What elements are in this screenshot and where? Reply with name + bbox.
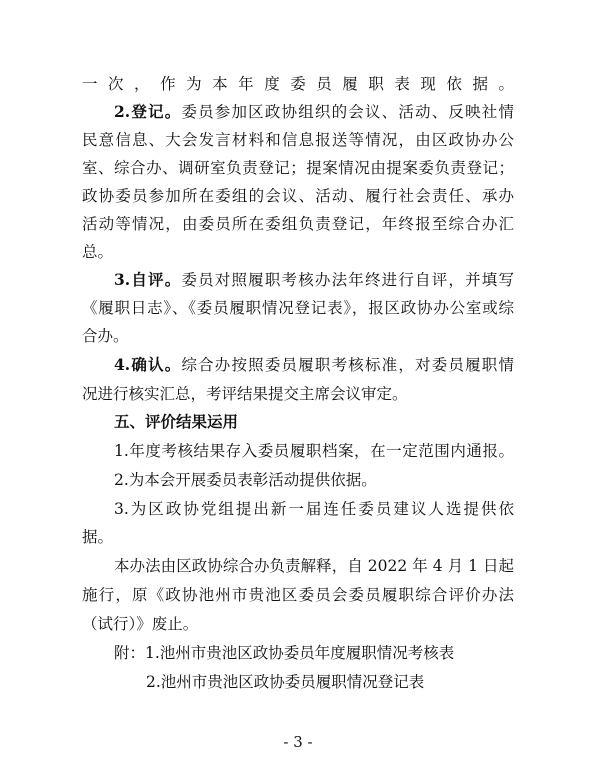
item-2-line-1	[114, 98, 514, 126]
item-4-line-2: 况进行核实汇总，考评结果提交主席会议审定。	[82, 385, 408, 403]
page-number: - 3 -	[283, 733, 313, 751]
attachment-item-2: 2.池州市贵池区政协委员履职情况登记表	[146, 673, 425, 691]
section-5-item-1: 1.年度考核结果存入委员履职档案，在一定范围内通报。	[114, 442, 514, 460]
item-2-line-5: 活动等情况，由委员所在委组负责登记，年终报至综合办汇	[82, 215, 514, 233]
item-2-text-1: 委员参加区政协组织的会议、活动、反映社情	[181, 103, 514, 121]
item-2-line-6: 总。	[82, 243, 114, 261]
item-3-line-3: 合办。	[82, 327, 129, 345]
attachment-item-1: 1.池州市贵池区政协委员年度履职情况考核表	[145, 644, 455, 662]
item-3-text-1: 委员对照履职考核办法年终进行自评，并填写	[181, 271, 514, 289]
item-2-line-2: 民意信息、大会发言材料和信息报送等情况，由区政协办公	[82, 131, 514, 149]
closing-line-2: 施行，原《政协池州市贵池区委员会委员履职综合评价办法	[82, 586, 514, 604]
attachments-label: 附：	[114, 644, 146, 662]
section-5-item-3-line-1: 3.为区政协党组提出新一届连任委员建议人选提供依	[114, 500, 514, 518]
item-3-line-2: 《履职日志》、《委员履职情况登记表》，报区政协办公室或综	[82, 299, 514, 317]
item-4-line-1	[114, 351, 514, 379]
item-3-line-1	[114, 266, 514, 294]
item-2-label: 2.登记。	[114, 102, 182, 121]
section-5-heading: 五、评价结果运用	[114, 413, 239, 431]
attachments-line-1	[114, 639, 514, 667]
paragraph-1-continuation: 一次，作为本年度委员履职表现依据。	[82, 75, 514, 93]
closing-line-3: （试行）》废止。	[82, 615, 199, 633]
section-5-item-2: 2.为本会开展委员表彰活动提供依据。	[114, 471, 377, 489]
section-5-item-3-line-2: 据。	[82, 528, 114, 546]
item-4-text-1: 综合办按照委员履职考核标准，对委员履职情	[181, 356, 514, 374]
item-4-label: 4.确认。	[114, 355, 182, 374]
item-3-label: 3.自评。	[114, 270, 182, 289]
item-2-line-4: 政协委员参加所在委组的会议、活动、履行社会责任、承办	[82, 187, 514, 205]
closing-line-1: 本办法由区政协综合办负责解释，自 2022 年 4 月 1 日起	[114, 557, 514, 575]
item-2-line-3: 室、综合办、调研室负责登记；提案情况由提案委负责登记；	[82, 159, 514, 177]
